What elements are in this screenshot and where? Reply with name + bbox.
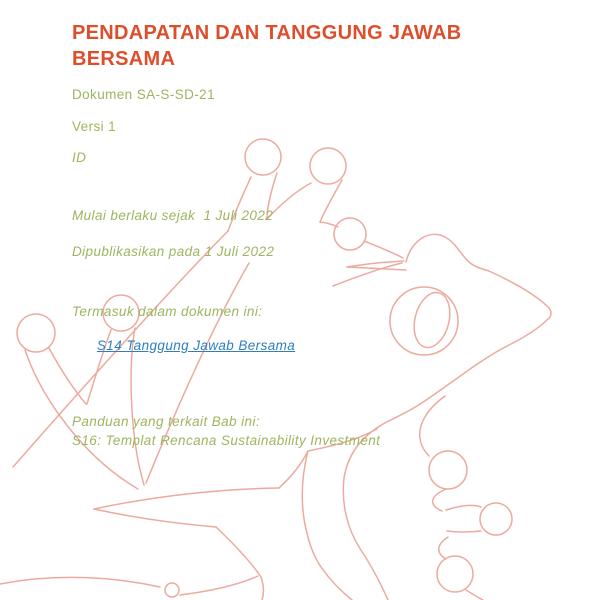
related-guide-item: S16: Templat Rencana Sustainability Investment xyxy=(72,433,381,448)
document-code: Dokumen SA-S-SD-21 xyxy=(72,87,215,102)
frog-forearm-and-bottom-curves xyxy=(0,451,308,600)
document-version: Versi 1 xyxy=(72,119,117,134)
published-date-line: Dipublikasikan pada 1 Juli 2022 xyxy=(72,244,275,259)
language-code: ID xyxy=(72,150,87,165)
cover-text-block xyxy=(72,20,542,448)
page-title: PENDAPATAN DAN TANGGUNG JAWAB BERSAMA xyxy=(72,22,462,70)
included-document-link[interactable]: S14 Tanggung Jawab Bersama xyxy=(96,338,296,353)
related-guides-heading: Panduan yang terkait Bab ini: xyxy=(72,414,260,429)
effective-date-line: Mulai berlaku sejak 1 Juli 2022 xyxy=(72,208,274,223)
included-in-heading: Termasuk dalam dokumen ini: xyxy=(72,304,263,319)
